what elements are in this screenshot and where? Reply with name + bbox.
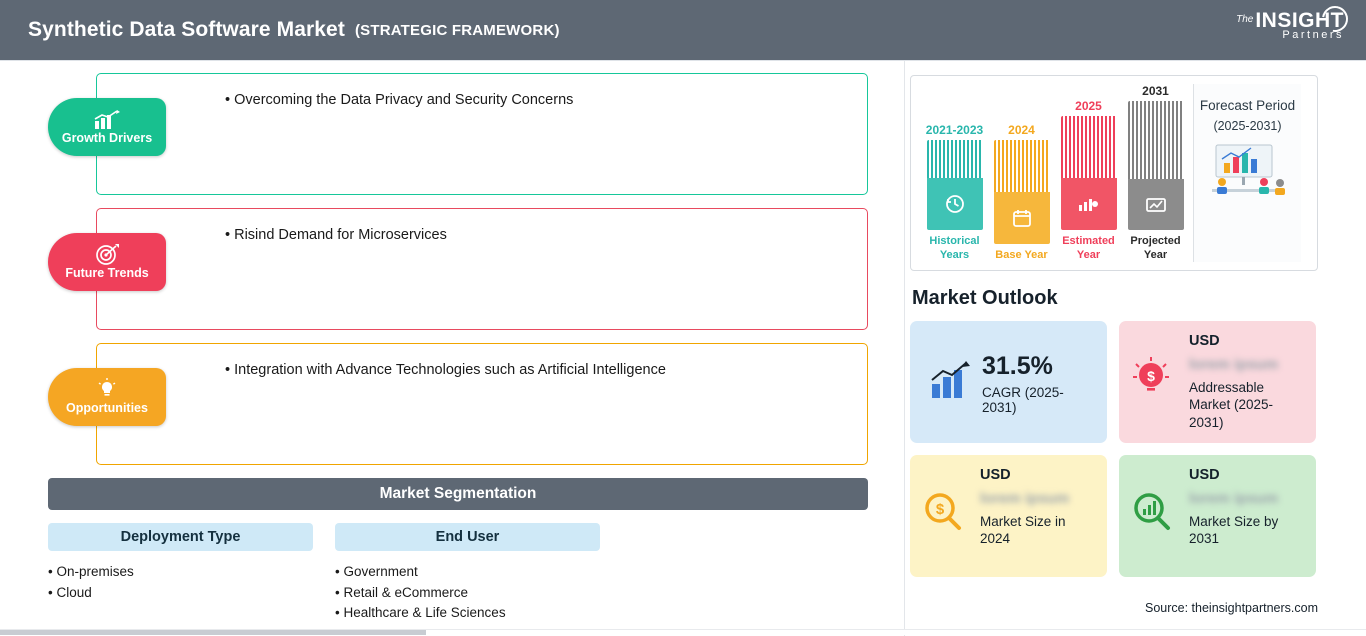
content-area xyxy=(0,60,1366,635)
opportunities-box xyxy=(96,343,868,465)
estimated-bar xyxy=(1061,116,1117,230)
deployment-type-header: Deployment Type xyxy=(48,523,313,551)
opportunities-tag-label: Opportunities xyxy=(66,400,148,415)
future-trends-bullet: • Risind Demand for Microservices xyxy=(225,225,849,247)
company-logo xyxy=(1236,10,1344,42)
growth-drivers-bullet: • Overcoming the Data Privacy and Security Concerns xyxy=(225,90,849,112)
market-outlook-panel xyxy=(906,61,1366,636)
bar-chart-growth-icon xyxy=(92,110,122,130)
base-bar xyxy=(994,140,1050,244)
lightbulb-idea-icon xyxy=(95,380,119,400)
base-caption: Base Year xyxy=(995,248,1048,261)
framework-row-future-trends xyxy=(28,208,886,330)
timeline-item-historical xyxy=(921,84,988,262)
logo-insight-text: INSIGHT xyxy=(1255,9,1344,32)
size2024-usd-label: USD xyxy=(980,467,1011,483)
svg-text:$: $ xyxy=(935,501,945,518)
projected-year-label: 2031 xyxy=(1142,84,1169,98)
timeline-item-base xyxy=(988,84,1055,262)
cagr-caption: CAGR (2025-2031) xyxy=(982,384,1064,415)
growth-drivers-tag[interactable] xyxy=(48,98,166,156)
base-year-label: 2024 xyxy=(1008,122,1035,137)
cagr-value: 31.5% xyxy=(982,351,1053,380)
bar-chart-arrow-icon xyxy=(926,358,972,409)
historical-bar xyxy=(927,140,983,230)
presentation-team-icon xyxy=(1202,143,1294,208)
svg-text:$: $ xyxy=(1147,368,1155,384)
addressable-usd-label: USD xyxy=(1189,333,1220,349)
framework-panel xyxy=(0,61,905,636)
opportunities-bullet: • Integration with Advance Technologies such as Artificial Intelligence xyxy=(225,360,849,382)
outlook-cards xyxy=(910,321,1320,577)
size2031-caption: Market Size by 2031 xyxy=(1189,514,1279,547)
source-attribution: Source: theinsightpartners.com xyxy=(1144,601,1318,615)
framework-row-opportunities xyxy=(28,343,886,465)
page-title: Synthetic Data Software Market xyxy=(28,18,345,41)
footer-strip xyxy=(0,629,1366,635)
timeline-item-estimated xyxy=(1055,84,1122,262)
study-period-card xyxy=(910,75,1318,271)
footer-progress-tab xyxy=(0,630,426,635)
framework-row-growth-drivers xyxy=(28,73,886,195)
list-item: • Government xyxy=(335,562,600,583)
history-clock-icon xyxy=(927,178,983,230)
target-dart-icon xyxy=(94,245,120,265)
timeline-item-projected xyxy=(1122,84,1189,262)
logo-partners-text: Partners xyxy=(1282,29,1344,42)
historical-caption: Historical Years xyxy=(929,235,980,261)
card-addressable-market xyxy=(1119,321,1316,443)
list-item: • Retail & eCommerce xyxy=(335,583,600,604)
forecast-period-label: Forecast Period xyxy=(1199,98,1296,113)
card-market-size-2031 xyxy=(1119,455,1316,577)
market-segmentation-bar xyxy=(48,478,868,510)
end-user-header: End User xyxy=(335,523,600,551)
logo-the-text: The xyxy=(1236,14,1254,25)
projected-caption: Projected Year xyxy=(1130,235,1181,261)
list-item: • Cloud xyxy=(48,583,313,604)
forecast-period-block xyxy=(1193,84,1301,262)
card-market-size-2024 xyxy=(910,455,1107,577)
page-subtitle: (STRATEGIC FRAMEWORK) xyxy=(354,21,560,39)
estimated-year-label: 2025 xyxy=(1075,99,1102,114)
estimated-caption: Estimated Year xyxy=(1062,235,1115,261)
growth-drivers-box xyxy=(96,73,868,195)
calendar-icon xyxy=(994,192,1050,244)
market-segmentation-title: Market Segmentation xyxy=(379,485,537,502)
end-user-list xyxy=(335,562,600,624)
estimate-chart-icon xyxy=(1061,178,1117,230)
segmentation-columns xyxy=(48,523,886,624)
magnifier-growth-icon xyxy=(1129,489,1173,533)
deployment-type-list xyxy=(48,562,313,603)
segmentation-column-deployment-type xyxy=(48,523,313,624)
size2024-caption: Market Size in 2024 xyxy=(980,514,1066,547)
segmentation-column-end-user xyxy=(335,523,600,624)
size2031-value-blurred: lorem ipsum xyxy=(1189,490,1279,507)
addressable-value-blurred: lorem ipsum xyxy=(1189,356,1279,373)
historical-year-label: 2021-2023 xyxy=(925,123,984,138)
lightbulb-dollar-icon xyxy=(1129,355,1173,399)
projection-icon xyxy=(1128,179,1184,230)
magnifier-dollar-icon xyxy=(920,489,964,533)
future-trends-tag[interactable] xyxy=(48,233,166,291)
projected-bar xyxy=(1128,101,1184,230)
size2031-usd-label: USD xyxy=(1189,467,1220,483)
growth-drivers-tag-label: Growth Drivers xyxy=(61,130,153,145)
forecast-period-range: (2025-2031) xyxy=(1213,118,1282,133)
addressable-caption: Addressable Market (2025-2031) xyxy=(1189,380,1274,430)
page-header xyxy=(0,0,1366,60)
opportunities-tag[interactable] xyxy=(48,368,166,426)
size2024-value-blurred: lorem ipsum xyxy=(980,490,1070,507)
list-item: • On-premises xyxy=(48,562,313,583)
card-cagr xyxy=(910,321,1107,443)
future-trends-tag-label: Future Trends xyxy=(65,265,149,280)
future-trends-box xyxy=(96,208,868,330)
market-outlook-title: Market Outlook xyxy=(912,287,1058,309)
list-item: • Healthcare & Life Sciences xyxy=(335,603,600,624)
